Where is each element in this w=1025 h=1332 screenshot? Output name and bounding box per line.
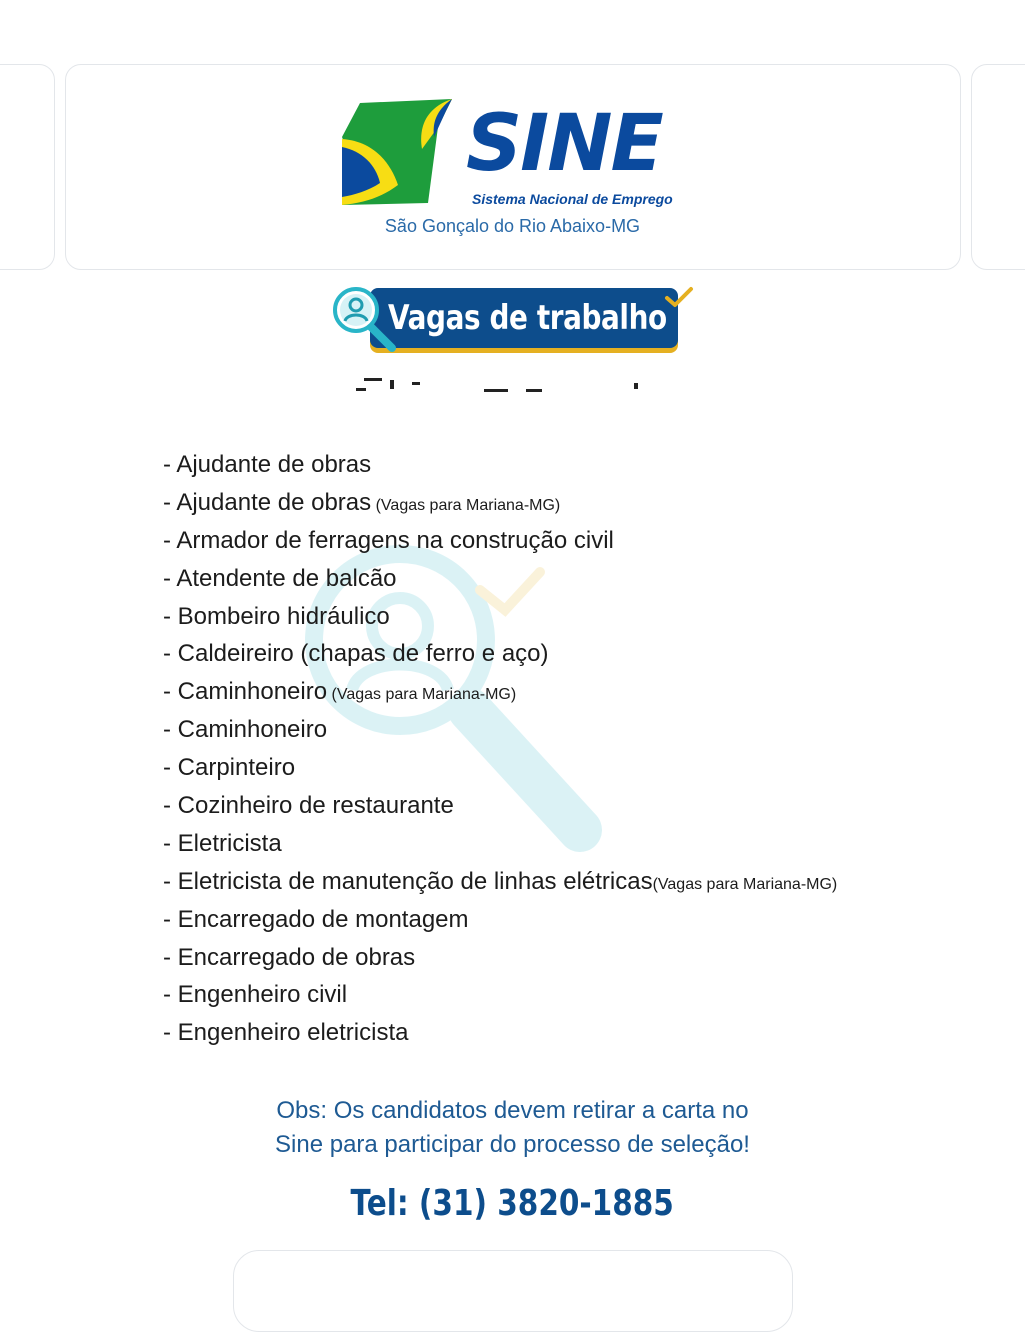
person-search-icon (332, 286, 402, 352)
list-item (163, 560, 837, 598)
job-title: - Atendente de balcão (163, 564, 397, 592)
job-title: - Eletricista (163, 829, 282, 857)
logo-subtitle: Sistema Nacional de Emprego (472, 191, 673, 207)
job-note: (Vagas para Mariana-MG) (652, 875, 838, 893)
job-title: - Caminhoneiro (163, 678, 328, 706)
job-title: - Carpinteiro (163, 754, 296, 782)
checkmark-icon (664, 286, 694, 310)
list-item (163, 673, 837, 711)
observation-note (0, 1094, 1025, 1162)
job-title: - Eletricista de manutenção de linhas elétricas (163, 867, 653, 895)
list-item (163, 598, 837, 636)
job-note: (Vagas para Mariana-MG) (371, 496, 561, 514)
list-item (163, 711, 837, 749)
list-item (163, 825, 837, 863)
job-title: - Engenheiro civil (163, 981, 348, 1009)
list-item (163, 1014, 837, 1052)
logo-text: SINE (466, 99, 662, 189)
observation-line-2: Sine para participar do processo de seleção! (275, 1131, 750, 1158)
job-note: (Vagas para Mariana-MG) (327, 686, 517, 704)
list-item (163, 522, 837, 560)
job-title: - Encarregado de montagem (163, 905, 469, 933)
list-item (163, 484, 837, 522)
list-item (163, 446, 837, 484)
job-title: - Cozinheiro de restaurante (163, 792, 454, 820)
phone-number (0, 1180, 1025, 1228)
job-title: - Ajudante de obras (163, 488, 372, 516)
vagas-banner (370, 288, 682, 350)
job-title: - Caldeireiro (chapas de ferro e aço) (163, 640, 549, 668)
city-name: São Gonçalo do Rio Abaixo-MG (384, 216, 641, 236)
list-item (163, 635, 837, 673)
phone-text: Tel: (31) 3820-1885 (350, 1183, 675, 1224)
banner-title: Vagas de trabalho (388, 298, 667, 338)
sine-logo-icon (342, 99, 454, 205)
side-card-right (971, 64, 1025, 270)
obscured-text (350, 378, 730, 392)
list-item (163, 939, 837, 977)
list-item (163, 976, 837, 1014)
job-list (163, 446, 837, 1052)
side-card-left (0, 64, 55, 270)
job-title: - Bombeiro hidráulico (163, 602, 390, 630)
bottom-card (233, 1250, 793, 1332)
list-item (163, 901, 837, 939)
job-title: - Encarregado de obras (163, 943, 416, 971)
list-item (163, 749, 837, 787)
list-item (163, 787, 837, 825)
job-title: - Caminhoneiro (163, 716, 328, 744)
list-item (163, 863, 837, 901)
job-title: - Armador de ferragens na construção civil (163, 526, 614, 554)
job-title: - Ajudante de obras (163, 451, 372, 478)
job-title: - Engenheiro eletricista (163, 1019, 409, 1047)
observation-line-1: Obs: Os candidatos devem retirar a carta no (276, 1097, 749, 1124)
